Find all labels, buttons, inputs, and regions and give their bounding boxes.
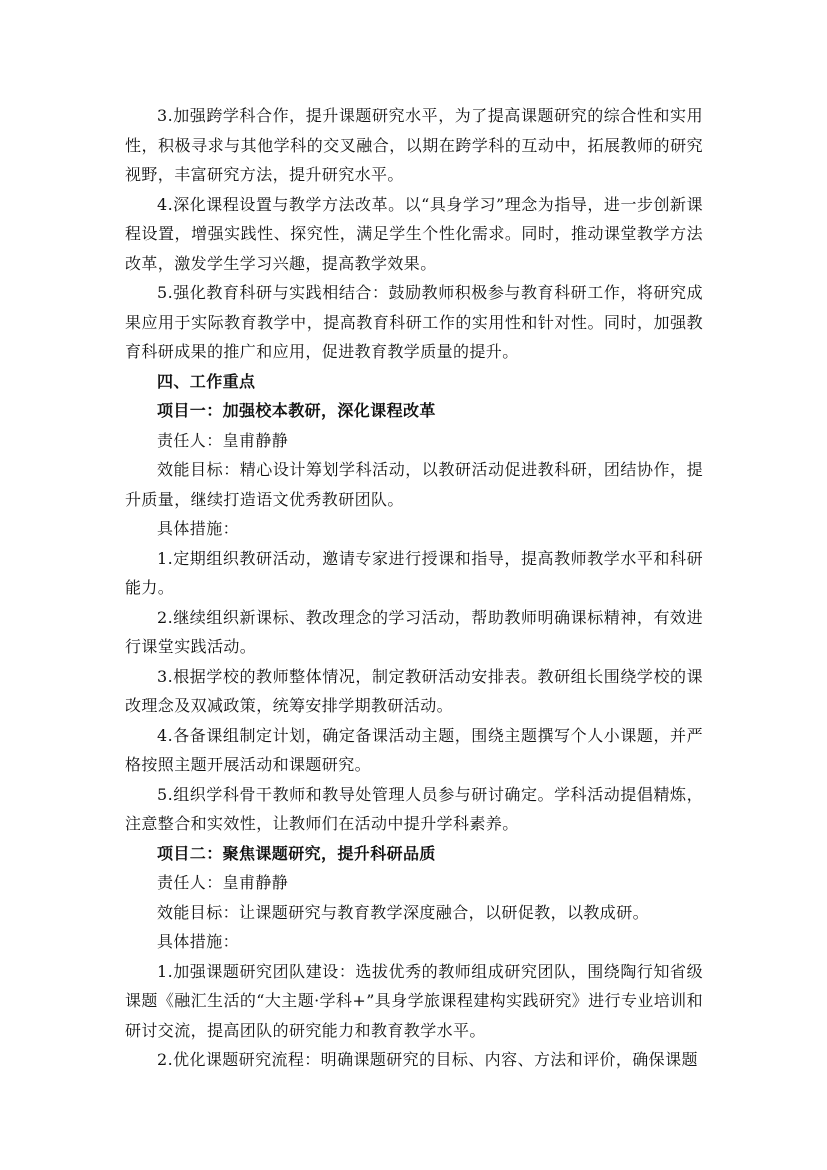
paragraph-curriculum-reform: 4.深化课程设置与教学方法改革。以“具身学习”理念为指导，进一步创新课程设置，增强实践性、探究性，满足学生个性化需求。同时，推动课堂教学方法改革，激发学生学习兴趣，提高教学效果。 [125,194,703,273]
project-one-measures-label: 具体措施： [157,519,240,538]
project-one-goal: 效能目标：精心设计筹划学科活动，以教研活动促进教科研，团结协作，提升质量，继续打造语文优秀教研团队。 [125,460,703,509]
document-body [125,101,703,1075]
paragraph-cross-discipline: 3.加强跨学科合作，提升课题研究水平，为了提高课题研究的综合性和实用性，积极寻求与其他学科的交叉融合，以期在跨学科的互动中，拓展教师的研究视野，丰富研究方法，提升研究水平。 [125,106,703,184]
project-one-measure-1: 1.定期组织教研活动，邀请专家进行授课和指导，提高教师教学水平和科研能力。 [125,548,703,597]
project-one-measure-2: 2.继续组织新课标、教改理念的学习活动，帮助教师明确课标精神，有效进行课堂实践活动。 [125,607,703,656]
project-two-measures-label: 具体措施： [157,932,240,951]
project-one-measure-5: 5.组织学科骨干教师和教导处管理人员参与研讨确定。学科活动提倡精炼，注意整合和实效性，让教师们在活动中提升学科素养。 [125,784,703,833]
project-two-title: 项目二：聚焦课题研究，提升科研品质 [157,843,436,863]
project-one-title: 项目一：加强校本教研，深化课程改革 [157,401,436,420]
project-one-measure-4: 4.各备课组制定计划，确定备课活动主题，围绕主题撰写个人小课题，并严格按照主题开展活动和课题研究。 [125,725,703,774]
project-two-responsible: 责任人：皇甫静静 [157,873,289,892]
paragraph-research-practice: 5.强化教育科研与实践相结合：鼓励教师积极参与教育科研工作，将研究成果应用于实际教育教学中，提高教育科研工作的实用性和针对性。同时，加强教育科研成果的推广和应用，促进教育教学质量的提升。 [125,283,703,361]
project-two-goal: 效能目标：让课题研究与教育教学深度融合，以研促教，以教成研。 [157,902,650,922]
section-heading-work-focus: 四、工作重点 [157,371,256,391]
project-one-measure-3: 3.根据学校的教师整体情况，制定教研活动安排表。教研组长围绕学校的课改理念及双减政策，统筹安排学期教研活动。 [125,666,703,715]
project-two-measure-1: 1.加强课题研究团队建设：选拔优秀的教师组成研究团队，围绕陶行知省级课题《融汇生活的“大主题·学科+”具身学旅课程建构实践研究》进行专业培训和研讨交流，提高团队的研究能力和教育教学水平。 [125,961,703,1040]
project-two-measure-2: 2.优化课题研究流程：明确课题研究的目标、内容、方法和评价，确保课题 [157,1050,698,1069]
project-one-responsible: 责任人：皇甫静静 [157,430,289,450]
